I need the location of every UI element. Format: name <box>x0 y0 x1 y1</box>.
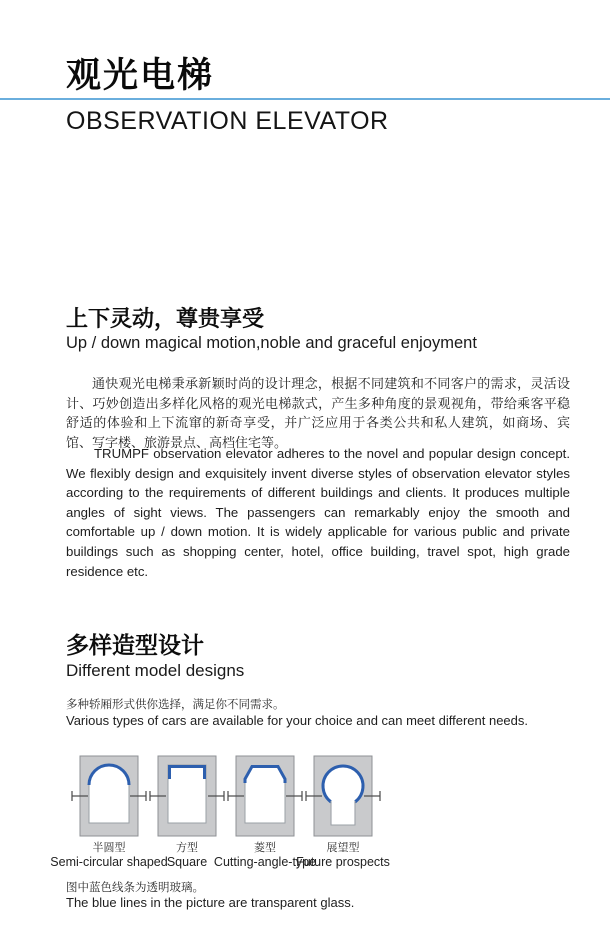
cutting-angle-diagram-icon <box>226 755 304 838</box>
motion-paragraph-en: TRUMPF observation elevator adheres to the novel and popular design concept. We flexibly design and exquisitely invent diverse styles of observation elevator styles according to the requirements of different buildings and clients. It produces multiple angles of sight views. The passengers can remarkably enjoy the smooth and comfortable up / down motion. It is widely applicable for various public and private buildings such as shopping center, hotel, office building, travel spot, high grade residence etc. <box>66 446 570 579</box>
header-rule <box>0 98 610 100</box>
motion-heading-cn: 上下灵动，尊贵享受 <box>66 306 265 331</box>
car-shape-label-cn: 展望型 <box>326 842 360 854</box>
models-note-cn: 多种轿厢形式供你选择，满足你不同需求。 <box>66 699 285 711</box>
glass-note-en: The blue lines in the picture are transparent glass. <box>66 895 355 910</box>
page-title-cn: 观光电梯 <box>66 56 215 95</box>
page-title-en: OBSERVATION ELEVATOR <box>66 107 389 135</box>
car-shape-semi-circular <box>50 755 168 869</box>
car-shape-label-cn: 半圆型 <box>92 842 126 854</box>
car-shape-label-en: Square <box>166 855 208 869</box>
car-shape-square <box>148 755 226 869</box>
car-shape-label-en: Semi-circular shaped <box>50 855 168 869</box>
models-note-en: Various types of cars are available for your choice and can meet different needs. <box>66 713 529 728</box>
car-shape-label-cn: 方型 <box>176 842 198 854</box>
models-heading-cn: 多样造型设计 <box>66 632 204 658</box>
semi-circular-diagram-icon <box>70 755 148 838</box>
car-shape-diagrams <box>50 755 390 869</box>
square-diagram-icon <box>148 755 226 838</box>
motion-paragraph-cn: 通快观光电梯秉承新颖时尚的设计理念，根据不同建筑和不同客户的需求，灵活设计、巧妙创造出多样化风格的观光电梯款式，产生多种角度的景观视角，带给乘客平稳舒适的体验和上下流窜的新奇享受，并广泛应用于各类公共和私人建筑，如商场、宾馆、写字楼、旅游景点、高档住宅等。 <box>66 376 570 450</box>
car-shape-cutting-angle <box>213 755 317 869</box>
future-prospect-diagram-icon <box>304 755 382 838</box>
car-shape-future-prospect <box>296 755 390 869</box>
motion-heading-en: Up / down magical motion,noble and graceful enjoyment <box>66 334 477 352</box>
car-shape-label-en: Future prospects <box>296 855 390 869</box>
car-shape-label-en: Cutting-angle-type <box>213 855 317 869</box>
models-heading-en: Different model designs <box>66 661 245 680</box>
car-shape-label-cn: 菱型 <box>254 842 276 854</box>
glass-note-cn: 图中蓝色线条为透明玻璃。 <box>66 882 204 894</box>
